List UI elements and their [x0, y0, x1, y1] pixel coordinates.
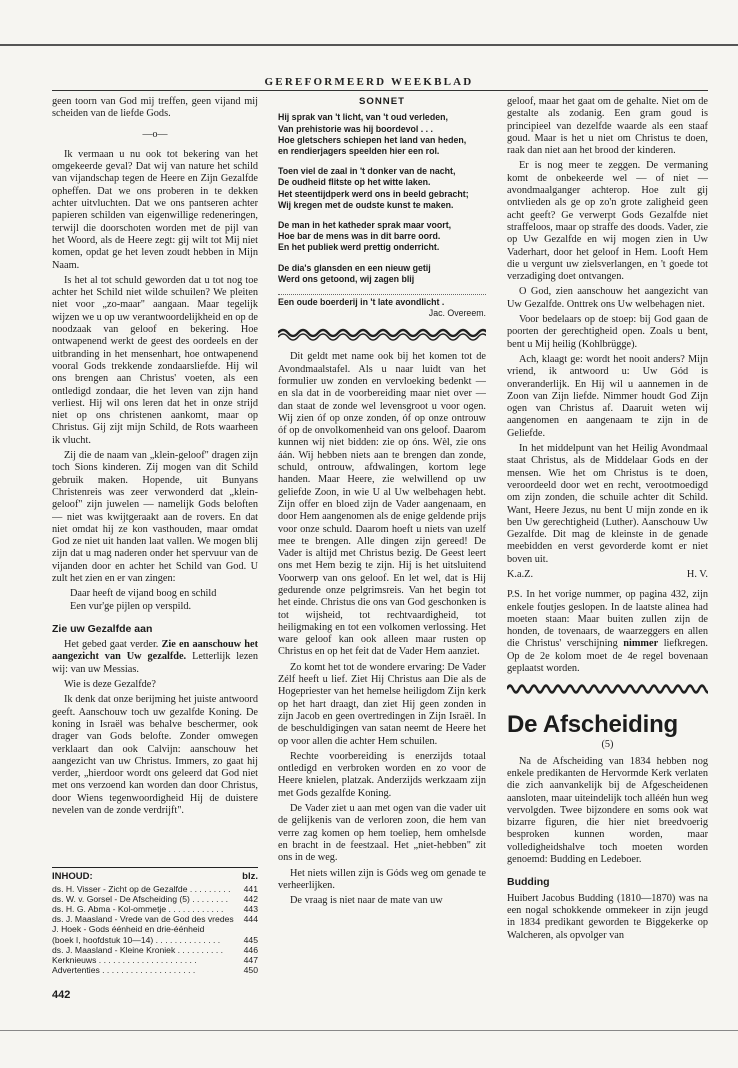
poem-line: De man in het katheder sprak maar voort, [278, 219, 452, 230]
toc-row [52, 924, 258, 934]
toc-entry: ds. H. Visser - Zicht op de Gezalfde . . . . . . . . . [52, 883, 231, 894]
subheading: Zie uw Gezalfde aan [52, 622, 153, 635]
verse-line: Een vur'ge pijlen op verspild. [70, 600, 192, 612]
wave-ornament [507, 681, 708, 697]
poem-line: en rendierjagers speelden hier een rol. [278, 145, 440, 156]
poem-line: De dia's glansden en een nieuw getij [278, 262, 431, 273]
toc-entry: (boek I, hoofdstuk 10—14) . . . . . . . . . . . . . . [52, 934, 221, 945]
section-divider: —o— [142, 128, 168, 140]
poem-line: De oudheid flitste op het witte laken. [278, 177, 431, 188]
toc-header [52, 871, 258, 883]
toc-row [52, 904, 258, 914]
paragraph: Het niets willen zijn is Góds weg om genade te verheerlijken. [278, 867, 486, 891]
text-run: liefkregen. Op de 2e kolom moet de 4e regel bovenaan geplaatst worden. [507, 638, 708, 675]
paragraph: Voor bedelaars op de stoep: bij God gaan de poorten der gerechtigheid open. Zoals u bent, bent u Mij heilig (Kohlbrügge). [507, 314, 708, 350]
bold-text: Zie en aanschouw het aangezicht van Uw gezalfde. [52, 639, 258, 663]
toc-entry: ds. H. G. Abma - Kol-ommetje . . . . . . . . . . . . [52, 904, 224, 915]
toc-page: 443 [243, 904, 258, 915]
toc-row [52, 884, 258, 894]
stanza [278, 263, 486, 285]
paragraph: In het middelpunt van het Heilig Avondmaal staat Christus, als de Middelaar Gods en der mensen. Wie het om Christus is te doen, veroordeeld door wet en recht, verootmoedigd om zijn zonden, die schuile achter dit Schild. Want, Heere Jezus, nu bent U mijn zonde en ik ben Uw gerechtigheid (Luther). Aanschouw Uw Gezalfde. Dit mag de kleinste in de genade meebidden en verst gevorderde komt er niet boven uit. [507, 443, 708, 565]
paragraph: Dit geldt met name ook bij het komen tot de Avondmaalstafel. Als u naar luidt van het formulier uw zonden en vervloeking bedenkt — en sla dat in de voorbereiding maar niet over — dan staat de zonde wel levensgroot u voor ogen. Wij zien óf op onze zonden, óf op onze ontrouw óf op de onvolkomenheid van ons geloof. Daarom kunnen wij niet bidden: zie op óns. Wèl, zie ons áán. Wij hebben niets aan te brengen dan zonde, schuld, ontrouw, afdwalingen, kortom lege handen. Maar Heere, zie welwillend op uw geliefde Zoon, in wie U al Uw welbehagen hebt. Zijn offer en bloed zijn de Vader aangenaam, en door Hem aangenomen als de enige geldende prijs voor onze schuld. Daarom hoeft u niets van uzelf mee te brengen. Alle dingen zijn gereed! De Vader is altijd met Christus bezig. De Geest leert ons met Hem bezig te zijn. Hij is het uitsluitend Voorwerp van ons geloof. En let wel, dat is Hij gedurende onze pelgrimsreis. Van het begin tot het einde. Christus die ons van God geschonken is tot wijsheid, tot rechtvaardigheid, tot heiligmaking en tot een volkomen verlossing. Het ware geloof kan ook alleen maar rusten op Christus en op het feit dat de Vader Hem aanziet. [278, 351, 486, 658]
toc-page: 444 [243, 914, 258, 925]
poem-line: Van prehistorie was hij boordevol . . . [278, 123, 433, 134]
paragraph: O God, zien aanschouw het aangezicht van Uw Gezalfde. Onttrek ons Uw welbehagen niet. [507, 286, 708, 310]
toc-page: 441 [243, 883, 258, 894]
paragraph: De Vader ziet u aan met ogen van die vader uit de gelijkenis van de verloren zoon, die hem van verre zag komen op hem toeliep, hem omhelsde en bracht in de feestzaal. Het „niet-hebben" zit ons in de weg. [278, 803, 486, 864]
toc-entry: Kerknieuws . . . . . . . . . . . . . . . . . . . . . [52, 955, 197, 966]
column-middle [278, 96, 486, 1001]
paragraph: Rechte voorbereiding is enerzijds totaal ontledigd en verbroken worden en zo voor de Heere knielen, platzak. Anderzijds werkzaam zijn met Gods gezalfde Koning. [278, 750, 486, 799]
toc-row [52, 955, 258, 965]
bottom-rule [0, 1030, 738, 1031]
top-border-rule [0, 44, 738, 46]
toc-row [52, 914, 258, 924]
postscript [507, 589, 708, 675]
paragraph: Ik vermaan u nu ook tot bekering van het omgekeerde geval? Dat wij van nature het schild van vijandschap tegen de Heere en Zijn Gezalfde opheffen. Dat we ons proberen in te dekken achter uitvluchten. Dat we ons pantseren achter papieren schilden van eigenwillige redeneringen, terwijl die doorschoten worden met de pijl van het Woord, als de Heere zegt: gij wilt tot Mij niet komen, opdat ge het leven zoudt hebben in Mijn Naam. [52, 148, 258, 271]
paragraph: Na de Afscheiding van 1834 hebben nog enkele predikanten de Hervormde Kerk verlaten die zich aanvankelijk bij de Afgescheidenen aansloten, maar uiteindelijk toch alléén hun weg vervolgden. Twee bijzondere en soms ook wat bizarre figuren, die hier niet breedvoerig besproken kunnen worden, maar volledigheidshalve toch moeten worden genoemd: Budding en Ledeboer. [507, 755, 708, 866]
paragraph: Zij die de naam van „klein-geloof" dragen zijn toch Sions kinderen. Zij mogen van dit Schild gebruik maken. Hopende, uit Bunyans Christenreis was zeer verwonderd dat „klein-geloof" zijn juwelen — namelijk Gods beloften — niet was kwijtgeraakt aan de rovers. En dat niet omdat hij ze kon vasthouden, maar omdat God ze niet uit handen laat vallen. We mogen blij zijn dat u mag naderen onder het spervuur van de vijanden door en achter het Schild van God. U zult het zien en er van zingen: [52, 450, 258, 584]
paragraph: geen toorn van God mij treffen, geen vijand mij scheiden van de liefde Gods. [52, 96, 258, 120]
paragraph: Zo komt het tot de wondere ervaring: De Vader Zélf heeft u lief. Ziet Hij Christus aan Die als de Hogepriester van het hemelse heiligdom Zijn kerk op het hart draagt, dan ziet Hij geen zonden in zijn Jacob en geen overtredingen in Zijn Israël. In de beschuldigingen van satan neemt de Heere het op voor allen die achter Hem schuilen. [278, 661, 486, 747]
bold-text: nimmer [623, 638, 659, 650]
poem-line: En het publiek werd prettig onderricht. [278, 242, 440, 253]
toc-entry: ds. J. Maasland - Vrede van de God des vredes [52, 914, 234, 925]
poem-line: Hoe bar de mens was in dit barre oord. [278, 231, 441, 242]
text-run: Letterlijk lezen wij: van uw Messias. [52, 651, 258, 675]
toc-page: 450 [243, 965, 258, 976]
paragraph: Huibert Jacobus Budding (1810—1870) was na een nogal schokkende ommekeer in zijn jeugd in 1834 predikant geworden te Biggekerke op Walcheren, als opvolger van [507, 892, 708, 941]
toc-page: 442 [243, 893, 258, 904]
paragraph: Ik denk dat onze berijming het juiste antwoord geeft. Aanschouw toch uw gezalfde Koning. De koning in Israël was behalve beschermer, ook drager van Gods belofte. Zonder omwegen verklaart dan ook Calvijn: aanschouw het aangezicht van uw Christus. Immers, zo gaat hij verder, „hierdoor wordt ons geleerd dat God niet met ons verzoend kan worden dan door Christus, door Wiens tegenwoordigheid Hij de duistere nevelen van de zonde verdrijft". [52, 694, 258, 817]
text-run: Het gebed gaat verder. [64, 639, 159, 651]
signature-line [507, 569, 708, 581]
paragraph: De vraag is niet naar de mate van uw [290, 895, 443, 907]
sonnet-final-line: Een oude boerderij in 't late avondlicht . [278, 294, 486, 308]
article-number: (5) [601, 739, 614, 751]
toc-page: 445 [243, 934, 258, 945]
toc-title: INHOUD: [52, 871, 93, 883]
stanza [278, 166, 486, 211]
toc-entry: ds. W. v. Gorsel - De Afscheiding (5) . . . . . . . . [52, 893, 229, 904]
toc-entry: Advertenties . . . . . . . . . . . . . . . . . . . . [52, 965, 196, 976]
toc-page: 446 [243, 944, 258, 955]
toc-row [52, 935, 258, 945]
signature-right: H. V. [686, 568, 708, 580]
paragraph: Er is nog meer te zeggen. De vermaning komt de onbekeerde wel — of niet — avondmaalganger achterop. Hoe zult gij ontvlieden als ge op zo'n grote zaligheid geen acht geeft? Ge verwerpt Gods Gezalfde niet straffeloos, maar op straffe des doods. Vader, zie op Uw Gezalfde en wij mogen zien in Uw Vaderhart, door het geloof in Hem. Looft Hem die u vergunt uw zielsverlangen, en 't goede tot verzadiging doet ontvangen. [507, 160, 708, 283]
toc-entry: J. Hoek - Gods éénheid en drie-éénheid [52, 924, 205, 935]
toc-row [52, 894, 258, 904]
poem-line: Hoe gletschers schiepen het land van heden, [278, 134, 467, 145]
paragraph: geloof, maar het gaat om de gehalte. Niet om de gestalte als zodanig. Een gram goud is principieel van dezelfde waarde als een staaf goud. Maar is het u niet om Christus te doen, raak dan niet aan het brood der kinderen. [507, 96, 708, 157]
subheading: Budding [507, 876, 550, 889]
paragraph: Wie is deze Gezalfde? [64, 679, 156, 691]
toc-page: 447 [243, 955, 258, 966]
article-title: De Afscheiding [507, 711, 679, 739]
toc-entry: ds. J. Maasland - Kleine Kroniek . . . . . . . . . . [52, 944, 223, 955]
page-header-title: GEREFORMEERD WEEKBLAD [264, 76, 474, 88]
paragraph: Ach, klaagt ge: wordt het nooit anders? Mijn vriend, ik antwoord u: Uw Gód is onveranderlijk. En Hij wil u aannemen in de Zoon van Zijn liefde. Nimmer houdt God Zijn ogen van Christus af. Daaruit weten wij aangenomen en aangenaam te zijn in de Geliefde. [507, 353, 708, 439]
column-left [52, 96, 258, 1001]
poem-line: Toen viel de zaal in 't donker van de nacht, [278, 166, 456, 177]
toc-row [52, 965, 258, 975]
page-number: 442 [52, 989, 71, 1001]
header-rule [52, 90, 708, 91]
signature-left: K.a.Z. [507, 568, 534, 580]
wave-ornament [278, 325, 486, 341]
paragraph: Is het al tot schuld geworden dat u tot nog toe achter het Schild niet wilde schuilen? We pleiten niet voor „zo-maar" aangaan. Maar tegelijk wijzen we u op uw verantwoordelijkheid en op de noodzaak van geloof en bekering. Hoe ontwapenend werkt de geest des oordeels en der uitbranding in het mensenhart, hoe ontwapenend vooral Gods trekkende zondaarsliefde. Hij wil ons brengen aan Christus' voeten, als een ontledigd zondaar, die het leven van zijn hand verliest. Hij wil ons leren dat het in onze strijd niet op ons christenen aankomt, maar op Christus. Gij zijt mijn Schild, de Rots waarheen ik vlucht. [52, 274, 258, 446]
paragraph [52, 639, 258, 676]
toc-page-label: blz. [242, 871, 258, 883]
column-right [507, 96, 708, 1001]
sonnet-author: Jac. Overeem. [428, 308, 486, 319]
poem-line: Het steentijdperk werd ons in beeld gebracht; [278, 188, 469, 199]
sonnet-poem [278, 112, 486, 319]
text-run: P.S. In het vorige nummer, op pagina 432, zijn enkele foutjes geslopen. In de laatste alinea had moeten staan: Maar buiten zullen zijn de honden, de tovenaars, de waarzeggers en allen die Christus' verschijning [507, 589, 708, 650]
poem-line: Wij kregen met de oudste kunst te maken. [278, 199, 454, 210]
stanza [278, 220, 486, 254]
table-of-contents [52, 867, 258, 975]
toc-row [52, 945, 258, 955]
stanza [278, 112, 486, 157]
sonnet-title: SONNET [359, 96, 405, 107]
poem-line: Hij sprak van 't licht, van 't oud verleden, [278, 112, 448, 123]
poem-line: Werd ons getoond, wij zagen blij [278, 273, 415, 284]
verse-line: Daar heeft de vijand boog en schild [70, 588, 217, 600]
